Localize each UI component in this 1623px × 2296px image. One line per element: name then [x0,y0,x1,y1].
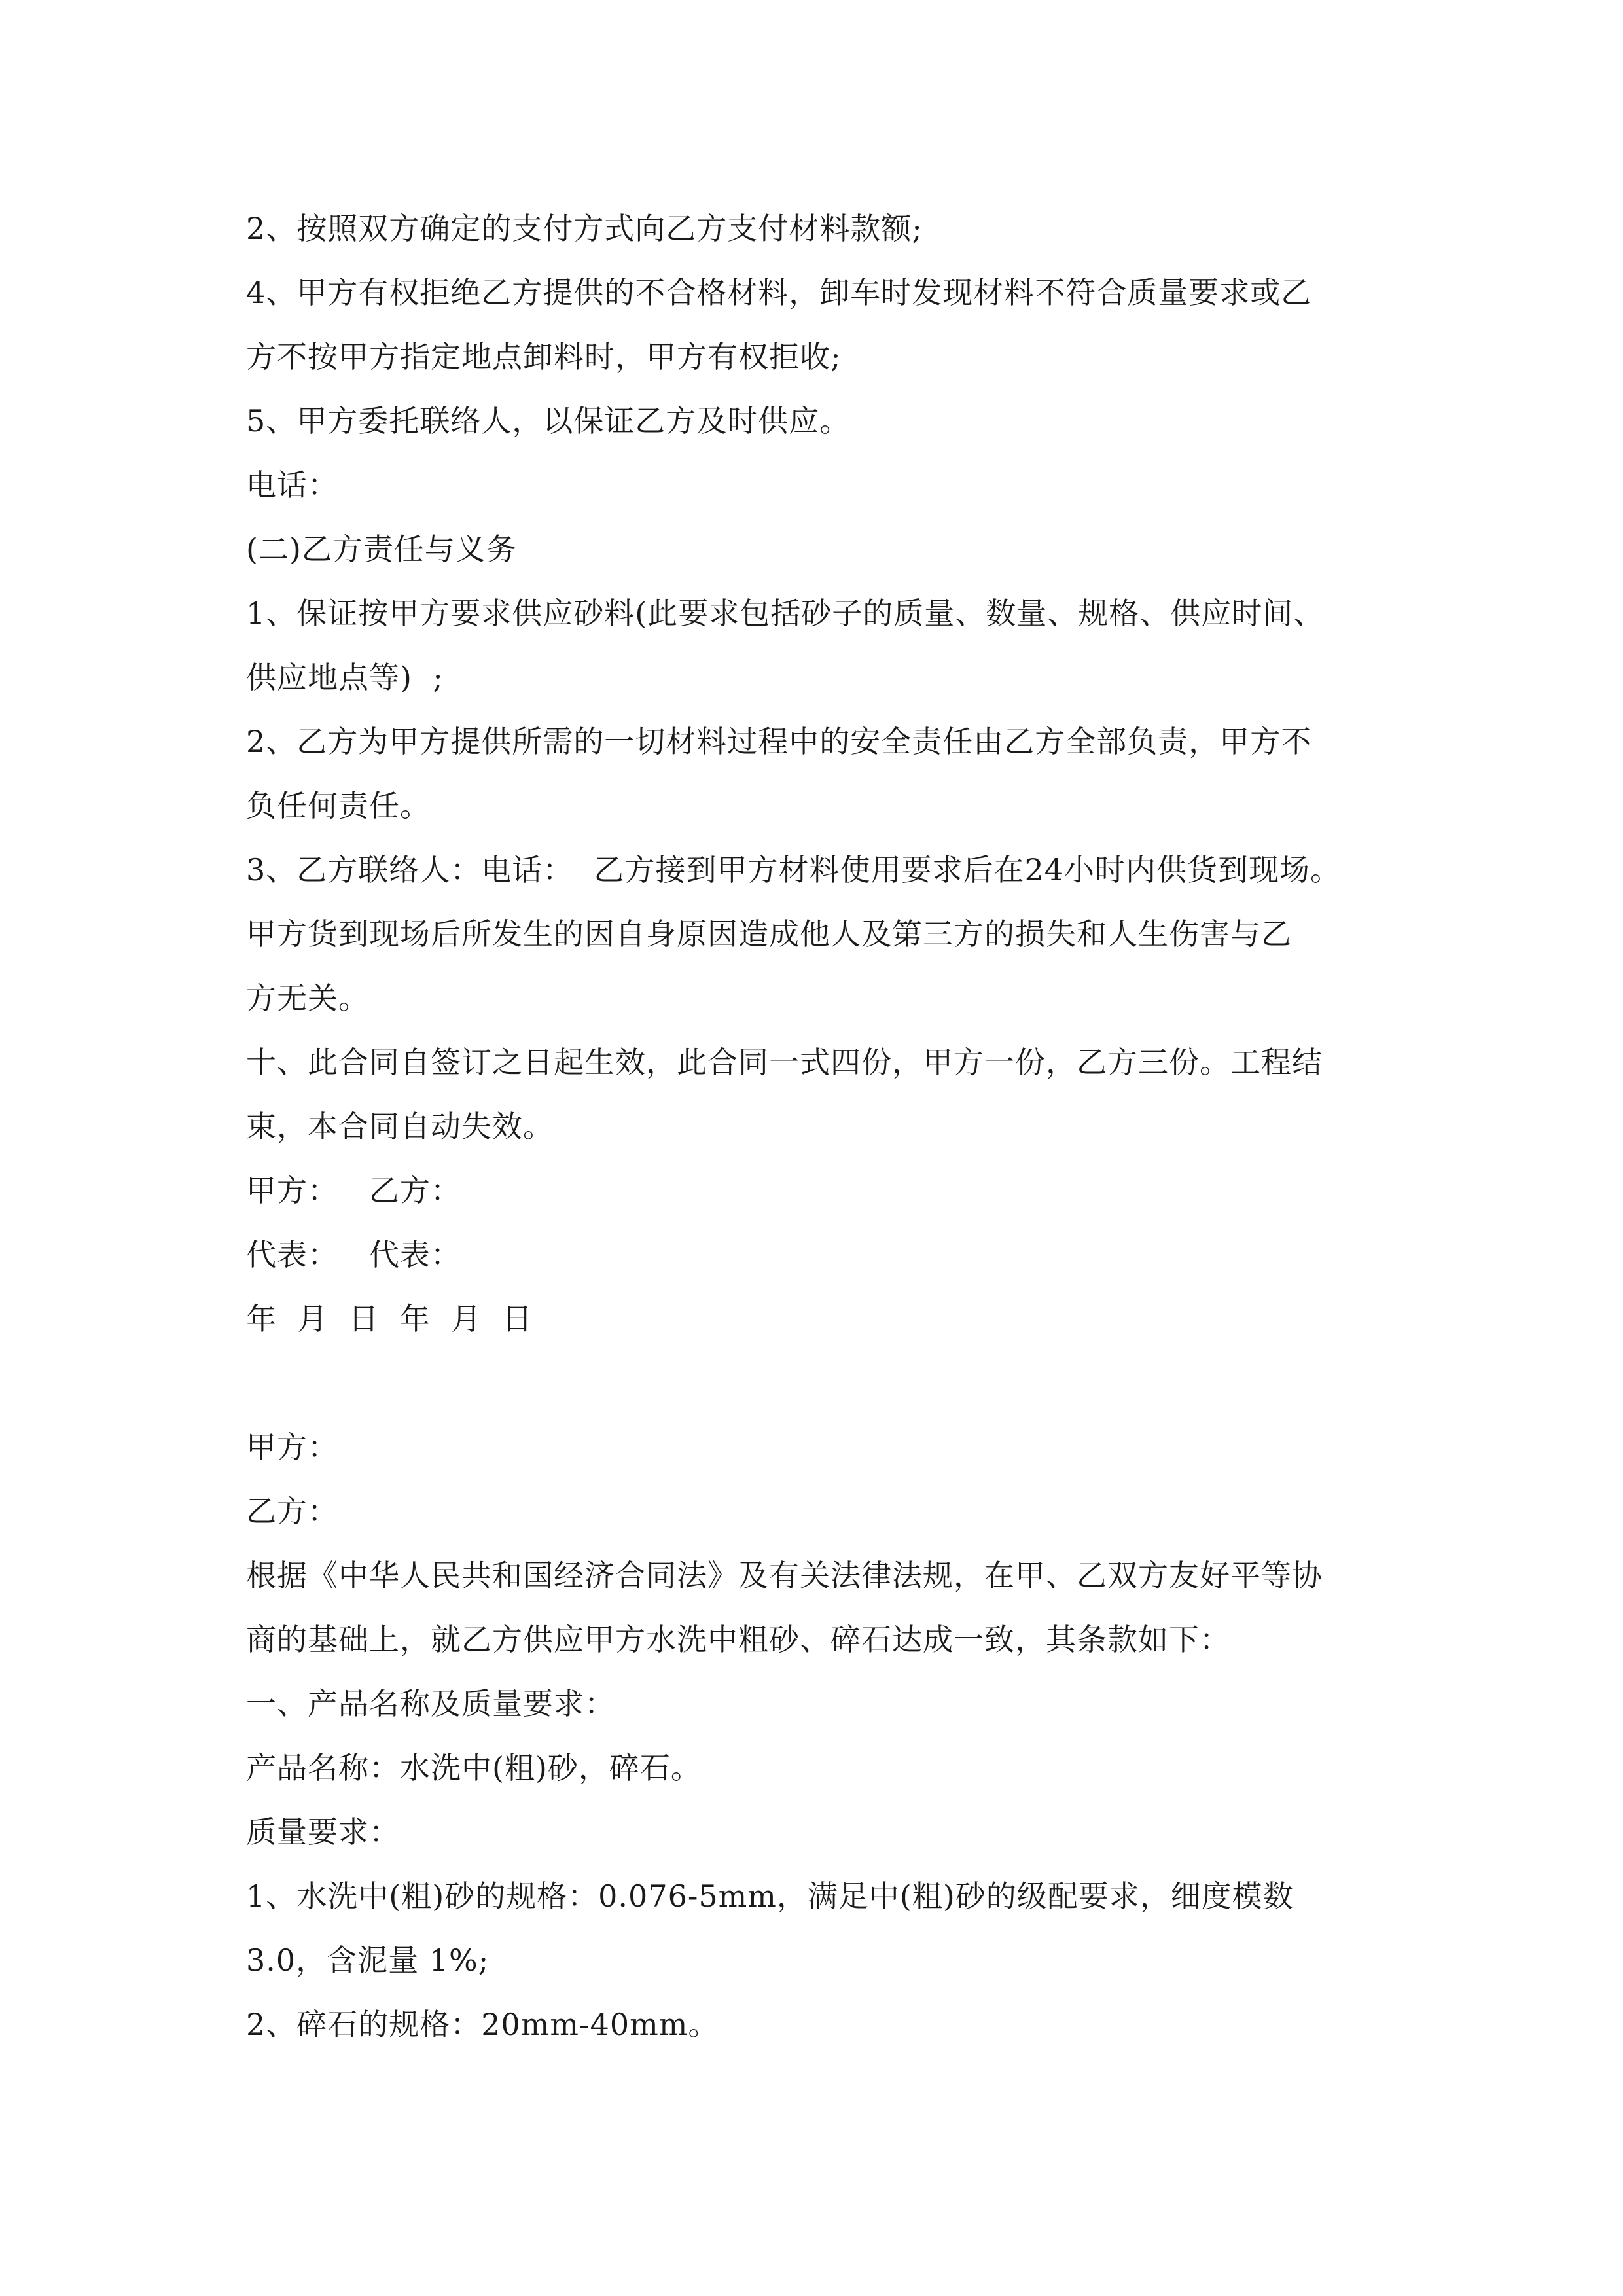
party-line: 乙方： [246,1494,338,1529]
party-line: 甲方： [246,1429,338,1465]
text-line: 电话： [246,467,338,503]
blank-gap [246,1351,1398,1415]
text-line: 3、乙方联络人：电话： 乙方接到甲方材料使用要求后在24小时内供货到现场。 [246,852,1342,888]
section-heading: 一、产品名称及质量要求： [246,1686,615,1721]
text-line: 产品名称：水洗中(粗)砂，碎石。 [246,1750,702,1785]
text-line: 1、保证按甲方要求供应砂料(此要求包括砂子的质量、数量、规格、供应时间、 [246,596,1325,631]
signature-line: 代表： 代表： [246,1237,461,1272]
text-line: 根据《中华人民共和国经济合同法》及有关法律法规，在甲、乙双方友好平等协 [246,1558,1323,1593]
text-line: 方不按甲方指定地点卸料时，甲方有权拒收; [246,339,842,374]
text-line: 2、按照双方确定的支付方式向乙方支付材料款额; [246,211,923,246]
date-line: 年 月 日 年 月 日 [246,1301,533,1336]
text-line: 供应地点等) ; [246,660,444,695]
document-body [246,196,1398,2056]
section-heading: (二)乙方责任与义务 [246,531,517,567]
text-line: 束，本合同自动失效。 [246,1109,554,1144]
text-line: 1、水洗中(粗)砂的规格：0.076-5mm，满足中(粗)砂的级配要求，细度模数 [246,1878,1294,1914]
text-line: 商的基础上，就乙方供应甲方水洗中粗砂、碎石达成一致，其条款如下： [246,1622,1230,1657]
text-line: 2、碎石的规格：20mm-40mm。 [246,2007,719,2042]
text-line: 方无关。 [246,980,369,1016]
text-line: 质量要求： [246,1814,400,1850]
text-line: 3.0，含泥量 1%; [246,1943,490,1978]
text-line: 2、乙方为甲方提供所需的一切材料过程中的安全责任由乙方全部负责，甲方不 [246,724,1312,759]
text-line: 负任何责任。 [246,788,431,823]
signature-line: 甲方： 乙方： [246,1173,461,1208]
text-line: 4、甲方有权拒绝乙方提供的不合格材料，卸车时发现材料不符合质量要求或乙 [246,275,1312,310]
text-line: 十、此合同自签订之日起生效，此合同一式四份，甲方一份，乙方三份。工程结 [246,1045,1323,1080]
text-line: 甲方货到现场后所发生的因自身原因造成他人及第三方的损失和人生伤害与乙 [246,916,1292,952]
text-line: 5、甲方委托联络人，以保证乙方及时供应。 [246,403,851,439]
